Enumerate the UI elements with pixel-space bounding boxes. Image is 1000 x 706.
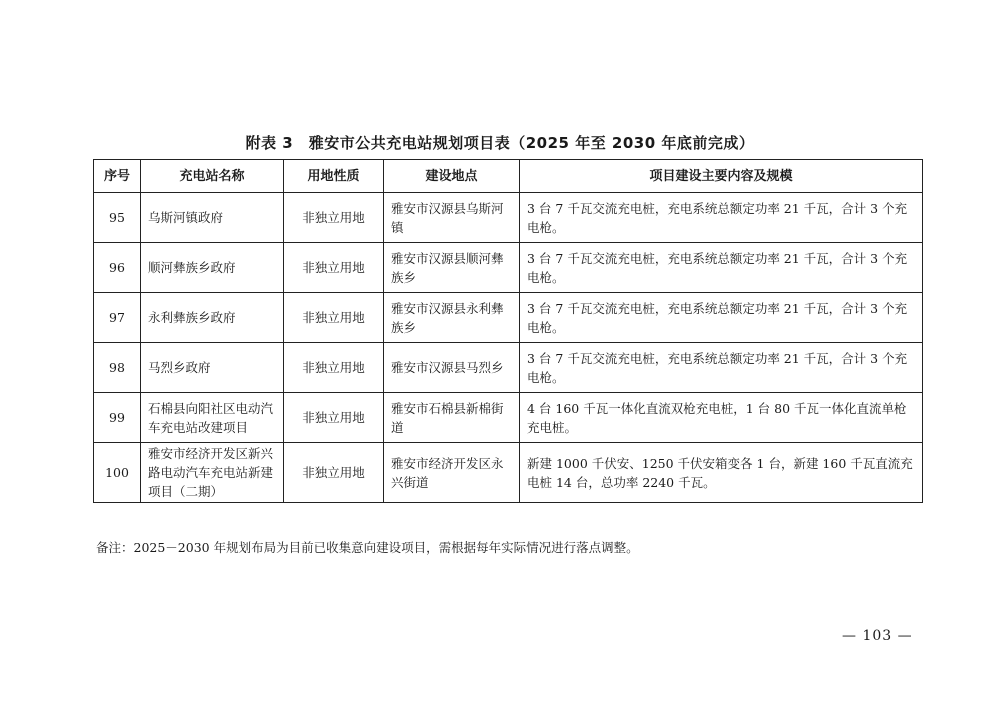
cell-content: 3 台 7 千瓦交流充电桩，充电系统总额定功率 21 千瓦，合计 3 个充电枪。 — [520, 343, 923, 393]
cell-content: 3 台 7 千瓦交流充电桩，充电系统总额定功率 21 千瓦，合计 3 个充电枪。 — [520, 243, 923, 293]
table-row — [94, 343, 923, 393]
cell-location: 雅安市经济开发区永兴街道 — [384, 443, 520, 503]
cell-location: 雅安市汉源县乌斯河镇 — [384, 193, 520, 243]
cell-land: 非独立用地 — [284, 343, 384, 393]
header-land: 用地性质 — [284, 160, 384, 193]
cell-name: 永利彝族乡政府 — [141, 293, 284, 343]
header-content: 项目建设主要内容及规模 — [520, 160, 923, 193]
cell-location: 雅安市汉源县马烈乡 — [384, 343, 520, 393]
cell-land: 非独立用地 — [284, 393, 384, 443]
cell-seq: 98 — [94, 343, 141, 393]
cell-seq: 99 — [94, 393, 141, 443]
cell-seq: 100 — [94, 443, 141, 503]
table-row — [94, 293, 923, 343]
cell-name: 石棉县向阳社区电动汽车充电站改建项目 — [141, 393, 284, 443]
cell-land: 非独立用地 — [284, 443, 384, 503]
cell-content: 4 台 160 千瓦一体化直流双枪充电桩，1 台 80 千瓦一体化直流单枪充电桩。 — [520, 393, 923, 443]
cell-content: 3 台 7 千瓦交流充电桩，充电系统总额定功率 21 千瓦，合计 3 个充电枪。 — [520, 293, 923, 343]
cell-seq: 96 — [94, 243, 141, 293]
cell-name: 乌斯河镇政府 — [141, 193, 284, 243]
cell-land: 非独立用地 — [284, 243, 384, 293]
cell-seq: 97 — [94, 293, 141, 343]
table-row — [94, 443, 923, 503]
header-name: 充电站名称 — [141, 160, 284, 193]
cell-land: 非独立用地 — [284, 293, 384, 343]
cell-content: 新建 1000 千伏安、1250 千伏安箱变各 1 台，新建 160 千瓦直流充电桩 14 台，总功率 2240 千瓦。 — [520, 443, 923, 503]
cell-name: 马烈乡政府 — [141, 343, 284, 393]
footnote: 备注：2025－2030 年规划布局为目前已收集意向建设项目，需根据每年实际情况进行落点调整。 — [96, 540, 639, 555]
table-row — [94, 243, 923, 293]
header-seq: 序号 — [94, 160, 141, 193]
cell-name: 顺河彝族乡政府 — [141, 243, 284, 293]
cell-content: 3 台 7 千瓦交流充电桩，充电系统总额定功率 21 千瓦，合计 3 个充电枪。 — [520, 193, 923, 243]
table-header-row — [94, 160, 923, 193]
cell-location: 雅安市汉源县顺河彝族乡 — [384, 243, 520, 293]
table-row — [94, 193, 923, 243]
cell-seq: 95 — [94, 193, 141, 243]
project-table — [93, 159, 923, 503]
page-number: — 103 — — [842, 628, 913, 644]
cell-location: 雅安市石棉县新棉街道 — [384, 393, 520, 443]
table-title: 附表 3 雅安市公共充电站规划项目表（2025 年至 2030 年底前完成） — [245, 134, 755, 152]
header-location: 建设地点 — [384, 160, 520, 193]
cell-land: 非独立用地 — [284, 193, 384, 243]
table-row — [94, 393, 923, 443]
cell-name: 雅安市经济开发区新兴路电动汽车充电站新建项目（二期） — [141, 443, 284, 503]
cell-location: 雅安市汉源县永利彝族乡 — [384, 293, 520, 343]
